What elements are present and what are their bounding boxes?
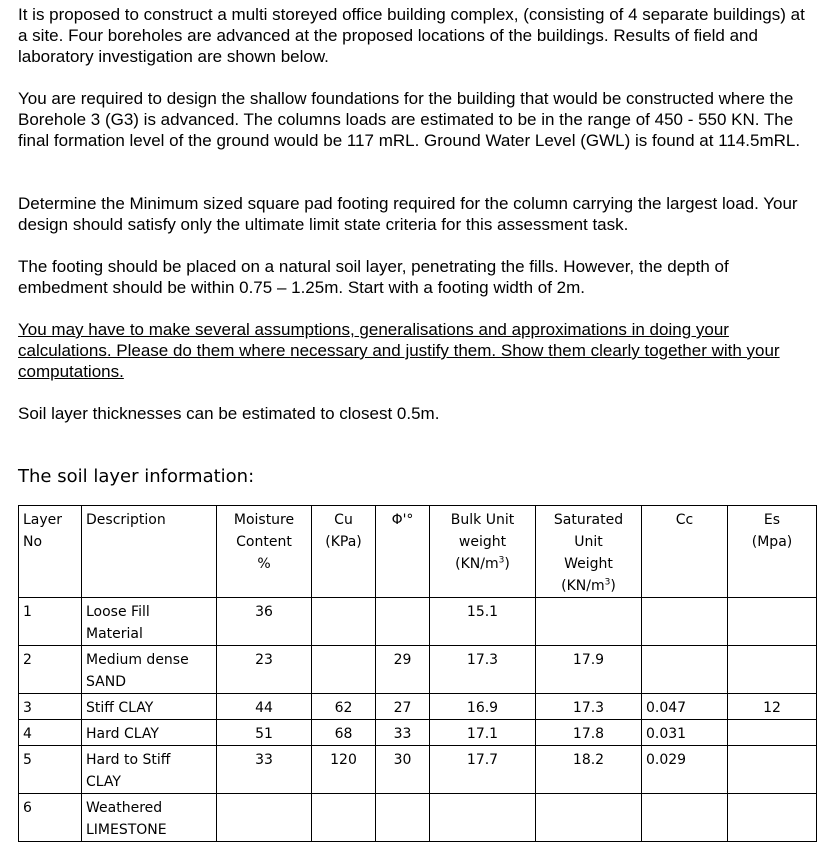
cell-moisture <box>217 794 312 842</box>
cell-moisture: 36 <box>217 598 312 646</box>
header-cc: Cc <box>642 506 728 598</box>
assumptions-paragraph: You may have to make several assumptions, generalisations and approximations in doing your calculations. Please do them where necessary and justify them. Show them clearly together with your computations. <box>18 320 780 381</box>
cell-moisture: 51 <box>217 720 312 746</box>
table-caption: The soil layer information: <box>18 466 255 487</box>
cell-description: Hard CLAY <box>82 720 217 746</box>
cell-sat <box>536 598 642 646</box>
cell-cc: 0.031 <box>642 720 728 746</box>
cell-cc <box>642 646 728 694</box>
cell-description: Weathered LIMESTONE <box>82 794 217 842</box>
cell-cc: 0.047 <box>642 694 728 720</box>
cell-es <box>728 646 817 694</box>
header-cu: Cu (KPa) <box>312 506 376 598</box>
cell-phi <box>376 598 430 646</box>
cell-cc <box>642 598 728 646</box>
cell-description: Hard to Stiff CLAY <box>82 746 217 794</box>
soil-layer-table <box>18 505 817 842</box>
cell-layer-no: 3 <box>19 694 82 720</box>
cell-es: 12 <box>728 694 817 720</box>
table-row <box>19 646 817 694</box>
table-row <box>19 794 817 842</box>
cell-es <box>728 720 817 746</box>
cell-moisture: 23 <box>217 646 312 694</box>
cell-sat <box>536 794 642 842</box>
cell-layer-no: 5 <box>19 746 82 794</box>
header-moisture: Moisture Content % <box>217 506 312 598</box>
table-row <box>19 694 817 720</box>
header-es: Es (Mpa) <box>728 506 817 598</box>
cell-sat: 17.8 <box>536 720 642 746</box>
header-saturated-unit-weight: Saturated Unit Weight $(KN/m^3)$ <box>536 506 642 598</box>
table-header-row <box>19 506 817 598</box>
cell-description: Stiff CLAY <box>82 694 217 720</box>
cell-phi: 33 <box>376 720 430 746</box>
cell-es <box>728 598 817 646</box>
cell-bulk <box>430 794 536 842</box>
cell-bulk: 16.9 <box>430 694 536 720</box>
cell-phi: 27 <box>376 694 430 720</box>
cell-description: Medium dense SAND <box>82 646 217 694</box>
table-row <box>19 746 817 794</box>
cell-cu <box>312 646 376 694</box>
cell-bulk: 17.3 <box>430 646 536 694</box>
intro-paragraph: It is proposed to construct a multi storeyed office building complex, (consisting of 4 separate buildings) at a site. Four boreholes are advanced at the proposed locations of the buildings. Results of field and laboratory investigation are shown below. <box>18 5 805 66</box>
cell-cc: 0.029 <box>642 746 728 794</box>
cell-moisture: 44 <box>217 694 312 720</box>
design-paragraph: You are required to design the shallow foundations for the building that would be constructed where the Borehole 3 (G3) is advanced. The columns loads are estimated to be in the range of 450 - 550 KN. The final formation level of the ground would be 117 mRL. Ground Water Level (GWL) is found at 114.5mRL. <box>18 89 801 150</box>
cell-layer-no: 4 <box>19 720 82 746</box>
thickness-paragraph: Soil layer thicknesses can be estimated to closest 0.5m. <box>18 404 440 423</box>
cell-bulk: 17.7 <box>430 746 536 794</box>
table-row <box>19 598 817 646</box>
cell-cc <box>642 794 728 842</box>
cell-es <box>728 794 817 842</box>
header-phi: Φ'° <box>376 506 430 598</box>
cell-bulk: 15.1 <box>430 598 536 646</box>
cell-cu <box>312 794 376 842</box>
cell-sat: 17.3 <box>536 694 642 720</box>
cell-phi <box>376 794 430 842</box>
cell-sat: 18.2 <box>536 746 642 794</box>
cell-cu: 120 <box>312 746 376 794</box>
footing-paragraph: The footing should be placed on a natural soil layer, penetrating the fills. However, the depth of embedment should be within 0.75 – 1.25m. Start with a footing width of 2m. <box>18 257 729 297</box>
determine-paragraph: Determine the Minimum sized square pad footing required for the column carrying the largest load. Your design should satisfy only the ultimate limit state criteria for this assessment task. <box>18 194 798 234</box>
cell-es <box>728 746 817 794</box>
table-row <box>19 720 817 746</box>
cell-phi: 29 <box>376 646 430 694</box>
cell-phi: 30 <box>376 746 430 794</box>
cell-cu: 68 <box>312 720 376 746</box>
cell-layer-no: 1 <box>19 598 82 646</box>
header-layer: Layer No <box>19 506 82 598</box>
header-description: Description <box>82 506 217 598</box>
cell-cu: 62 <box>312 694 376 720</box>
cell-layer-no: 2 <box>19 646 82 694</box>
cell-sat: 17.9 <box>536 646 642 694</box>
header-bulk-unit-weight: Bulk Unit weight $(KN/m^3)$ <box>430 506 536 598</box>
cell-layer-no: 6 <box>19 794 82 842</box>
cell-description: Loose Fill Material <box>82 598 217 646</box>
cell-cu <box>312 598 376 646</box>
cell-moisture: 33 <box>217 746 312 794</box>
cell-bulk: 17.1 <box>430 720 536 746</box>
